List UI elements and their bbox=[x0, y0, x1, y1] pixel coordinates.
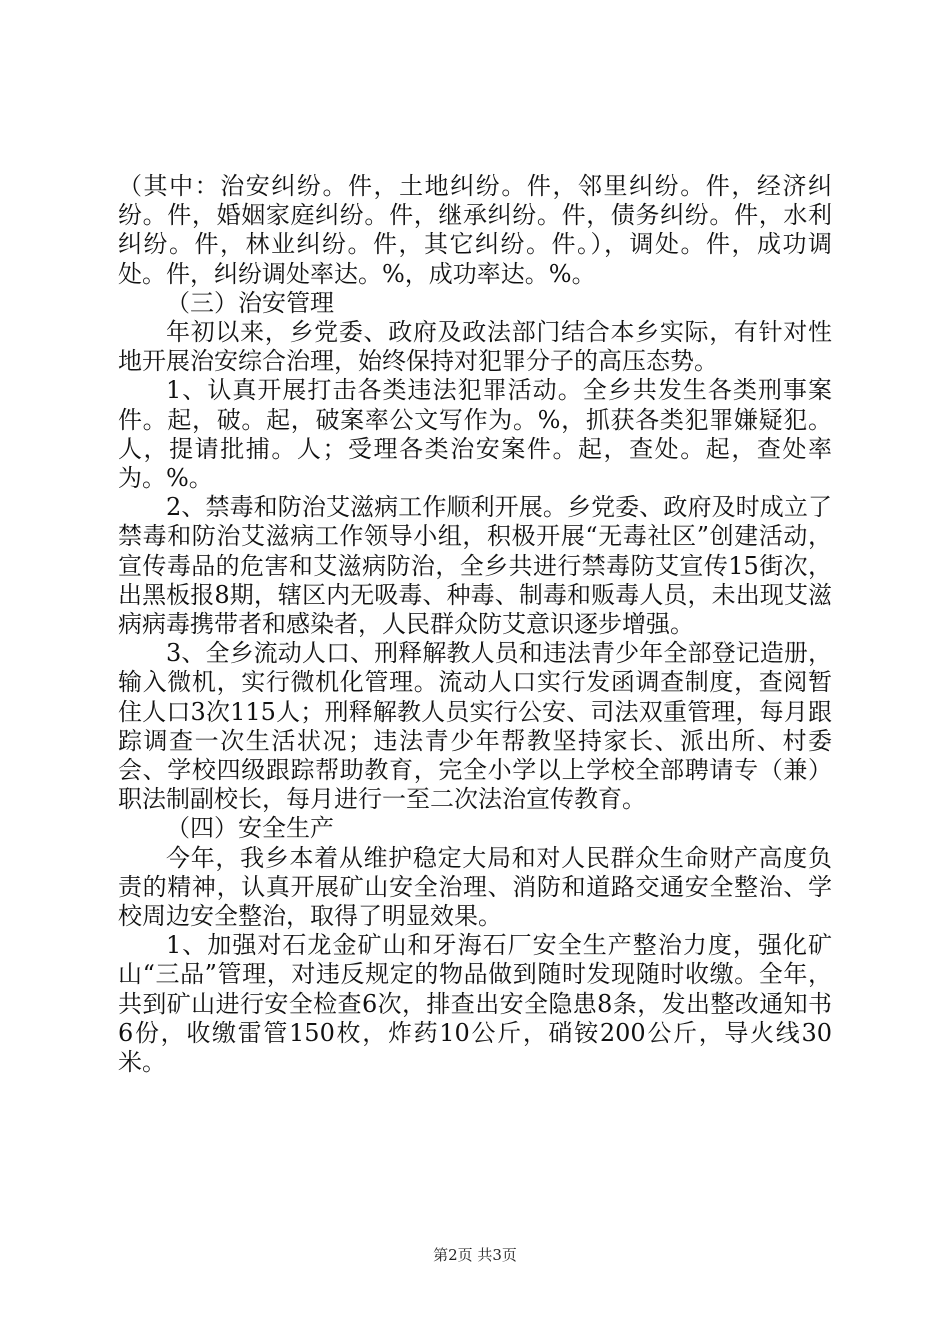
section-heading-public-security: （三）治安管理 bbox=[166, 288, 334, 317]
paragraph-crime-crackdown: 1、认真开展打击各类违法犯罪活动。全乡共发生各类刑事案件。起，破。起，破案率公文写作为。%，抓获各类犯罪嫌疑犯。人，提请批捕。人；受理各类治安案件。起，查处。起，查处率为。%。 bbox=[118, 376, 832, 493]
paragraph-drug-aids-prevention: 2、禁毒和防治艾滋病工作顺利开展。乡党委、政府及时成立了禁毒和防治艾滋病工作领导小组，积极开展“无毒社区”创建活动，宣传毒品的危害和艾滋病防治，全乡共进行禁毒防艾宣传15街次，出黑板报8期，辖区内无吸毒、种毒、制毒和贩毒人员，未出现艾滋病病毒携带者和感染者，人民群众防艾意识逐步增强。 bbox=[118, 493, 832, 639]
paragraph-mine-safety: 1、加强对石龙金矿山和牙海石厂安全生产整治力度，强化矿山“三品”管理，对违反规定的物品做到随时发现随时收缴。全年，共到矿山进行安全检查6次，排查出安全隐患8条，发出整改通知书6份，收缴雷管150枚，炸药10公斤，硝铵200公斤，导火线30米。 bbox=[118, 931, 832, 1077]
paragraph-security-intro: 年初以来，乡党委、政府及政法部门结合本乡实际，有针对性地开展治安综合治理，始终保持对犯罪分子的高压态势。 bbox=[118, 318, 832, 376]
paragraph-population-management: 3、全乡流动人口、刑释解教人员和违法青少年全部登记造册，输入微机，实行微机化管理。流动人口实行发函调查制度，查阅暂住人口3次115人；刑释解教人员实行公安、司法双重管理，每月跟踪调查一次生活状况；违法青少年帮教坚持家长、派出所、村委会、学校四级跟踪帮助教育，完全小学以上学校全部聘请专（兼）职法制副校长，每月进行一至二次法治宣传教育。 bbox=[118, 639, 832, 814]
page-number-footer: 第2页 共3页 bbox=[433, 1246, 517, 1264]
paragraph-dispute-stats: （其中：治安纠纷。件，土地纠纷。件，邻里纠纷。件，经济纠纷。件，婚姻家庭纠纷。件，继承纠纷。件，债务纠纷。件，水利纠纷。件，林业纠纷。件，其它纠纷。件。），调处。件，成功调处。件，纠纷调处率达。%，成功率达。%。 bbox=[118, 172, 832, 288]
section-heading-safety-production: （四）安全生产 bbox=[166, 814, 334, 843]
document-body bbox=[118, 172, 832, 1077]
paragraph-safety-intro: 今年，我乡本着从维护稳定大局和对人民群众生命财产高度负责的精神，认真开展矿山安全治理、消防和道路交通安全整治、学校周边安全整治，取得了明显效果。 bbox=[118, 843, 832, 931]
